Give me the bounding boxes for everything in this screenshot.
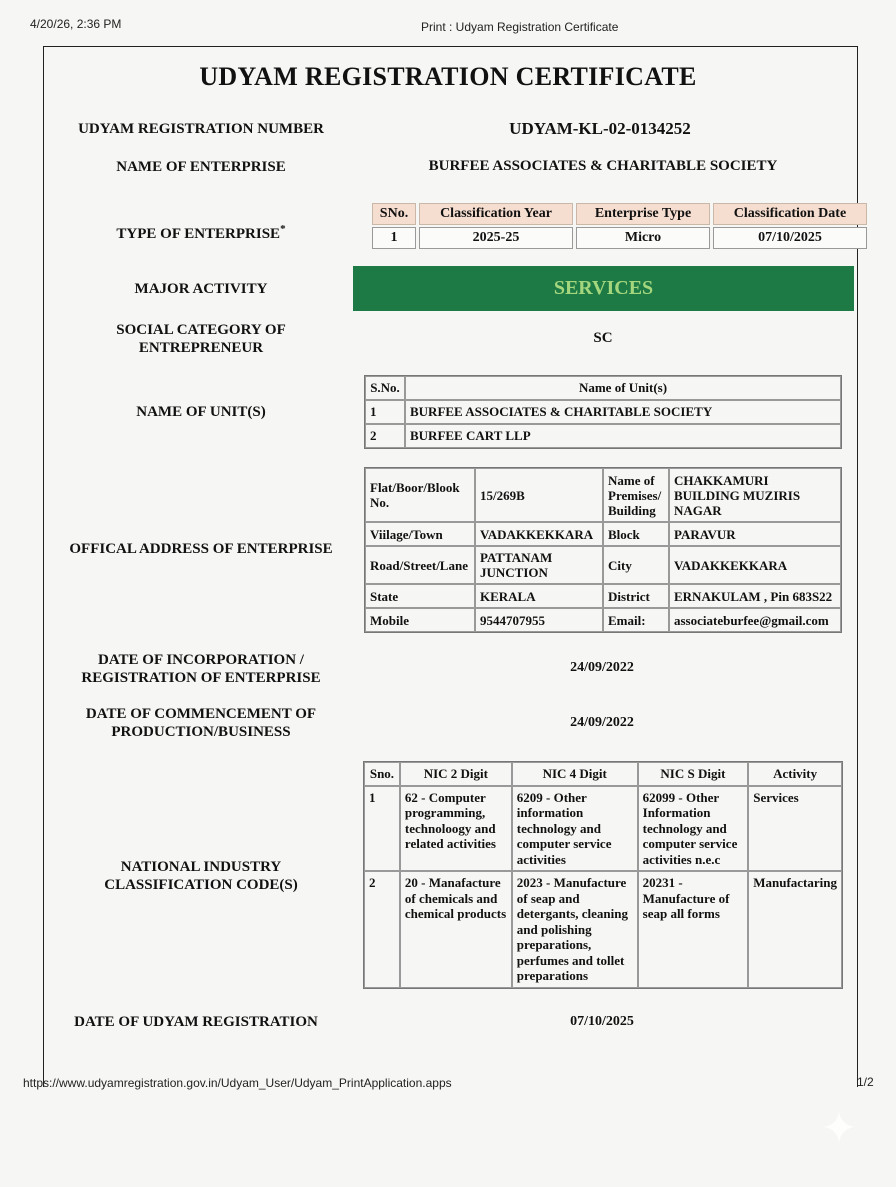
email-label: Email: [603,608,669,632]
unit-sno: 1 [365,400,405,424]
city-label: City [603,546,669,584]
nic-cell-5digit: 20231 - Manufacture of seap all forms [638,871,749,988]
certificate-title: UDYAM REGISTRATION CERTIFICATE [199,62,697,91]
classification-header: Classification Date [713,203,867,225]
address-label: OFFICAL ADDRESS OF ENTERPRISE [69,541,333,557]
reg-number-value: UDYAM-KL-02-0134252 [509,119,691,138]
unit-sno: 2 [365,424,405,448]
nic-cell-2digit: 62 - Computer programming, technoloogy and related activities [400,786,512,872]
nic-row [364,786,842,872]
units-header-name: Name of Unit(s) [405,376,841,400]
state-value: KERALA [475,584,603,608]
required-asterisk: * [280,223,286,235]
commencement-label-line-2: PRODUCTION/BUSINESS [111,724,291,740]
nic-cell-activity: Manufactaring [748,871,842,988]
commencement-label-line-1: DATE OF COMMENCEMENT OF [85,706,317,722]
classification-row [372,227,867,249]
incorporation-label-line-1: DATE OF INCORPORATION / [98,652,304,668]
unit-name: BURFEE CART LLP [405,424,841,448]
udyam-date-label: DATE OF UDYAM REGISTRATION [74,1014,318,1030]
classification-cell: 2025-25 [419,227,573,249]
city-value: VADAKKEKKARA [669,546,841,584]
classification-header: Enterprise Type [576,203,710,225]
udyam-date: 07/10/2025 [570,1014,634,1029]
mobile-value: 9544707955 [475,608,603,632]
village-value: VADAKKEKKARA [475,522,603,546]
enterprise-name-label: NAME OF ENTERPRISE [116,159,286,175]
nic-cell-activity: Services [748,786,842,872]
enterprise-name-value: BURFEE ASSOCIATES & CHARITABLE SOCIETY [428,158,778,174]
nic-header-sno: Sno. [364,762,400,786]
classification-cell: 1 [372,227,416,249]
nic-cell-sno: 2 [364,871,400,988]
social-category-label-line-2: ENTREPRENEUR [138,340,264,356]
print-datetime: 4/20/26, 2:36 PM [30,17,122,31]
social-category-value: SC [593,330,613,346]
email-value: associateburfee@gmail.com [669,608,841,632]
mobile-label: Mobile [365,608,475,632]
units-row [365,400,841,424]
nic-cell-4digit: 2023 - Manufacture of seap and detergants, cleaning and polishing preparations, perfumes and tollet preparations [512,871,638,988]
enterprise-type-label-text: TYPE OF ENTERPRISE [116,226,281,242]
classification-header: Classification Year [419,203,573,225]
road-value: PATTANAM JUNCTION [475,546,603,584]
incorporation-label-line-2: REGISTRATION OF ENTERPRISE [81,670,321,686]
unit-name: BURFEE ASSOCIATES & CHARITABLE SOCIETY [405,400,841,424]
flat-label: Flat/Boor/Blook No. [365,468,475,522]
nic-cell-4digit: 6209 - Other information technology and computer service activities [512,786,638,872]
block-label: Block [603,522,669,546]
units-table [364,375,842,449]
nic-cell-2digit: 20 - Manafacture of chemicals and chemical products [400,871,512,988]
commencement-label [55,705,347,741]
nic-label-line-2: CLASSIFICATION CODE(S) [104,877,298,893]
flat-value: 15/269B [475,468,603,522]
print-page-count: 1/2 [857,1075,874,1089]
address-table [364,467,842,633]
nic-row [364,871,842,988]
nic-table [363,761,843,989]
nic-header-activity: Activity [748,762,842,786]
print-url: https://www.udyamregistration.gov.in/Udyam_User/Udyam_PrintApplication.apps [23,1076,452,1090]
social-category-label [60,321,342,357]
nic-label-line-1: NATIONAL INDUSTRY [120,859,282,875]
commencement-date: 24/09/2022 [570,715,634,730]
units-header-sno: S.No. [365,376,405,400]
state-label: State [365,584,475,608]
district-label: District [603,584,669,608]
social-category-label-line-1: SOCIAL CATEGORY OF [116,322,286,338]
nic-header-2digit: NIC 2 Digit [400,762,512,786]
classification-header: SNo. [372,203,416,225]
premises-value: CHAKKAMURI BUILDING MUZIRIS NAGAR [669,468,841,522]
premises-label: Name of Premises/ Building [603,468,669,522]
nic-cell-sno: 1 [364,786,400,872]
major-activity-label: MAJOR ACTIVITY [134,281,268,297]
sparkle-icon: ✦ [820,1104,858,1153]
incorporation-label [55,651,347,687]
enterprise-type-label [60,220,342,243]
nic-cell-5digit: 62099 - Other Information technology and computer service activities n.e.c [638,786,749,872]
print-page-title: Print : Udyam Registration Certificate [421,20,619,34]
incorporation-date: 24/09/2022 [570,660,634,675]
units-label: NAME OF UNIT(S) [136,404,266,420]
block-value: PARAVUR [669,522,841,546]
classification-table [369,201,870,251]
units-row [365,424,841,448]
district-value: ERNAKULAM , Pin 683S22 [669,584,841,608]
road-label: Road/Street/Lane [365,546,475,584]
village-label: Viilage/Town [365,522,475,546]
reg-number-label: UDYAM REGISTRATION NUMBER [78,121,324,137]
nic-header-5digit: NIC S Digit [638,762,749,786]
classification-cell: 07/10/2025 [713,227,867,249]
classification-cell: Micro [576,227,710,249]
nic-label [55,858,347,894]
major-activity-banner: SERVICES [353,266,854,311]
nic-header-4digit: NIC 4 Digit [512,762,638,786]
